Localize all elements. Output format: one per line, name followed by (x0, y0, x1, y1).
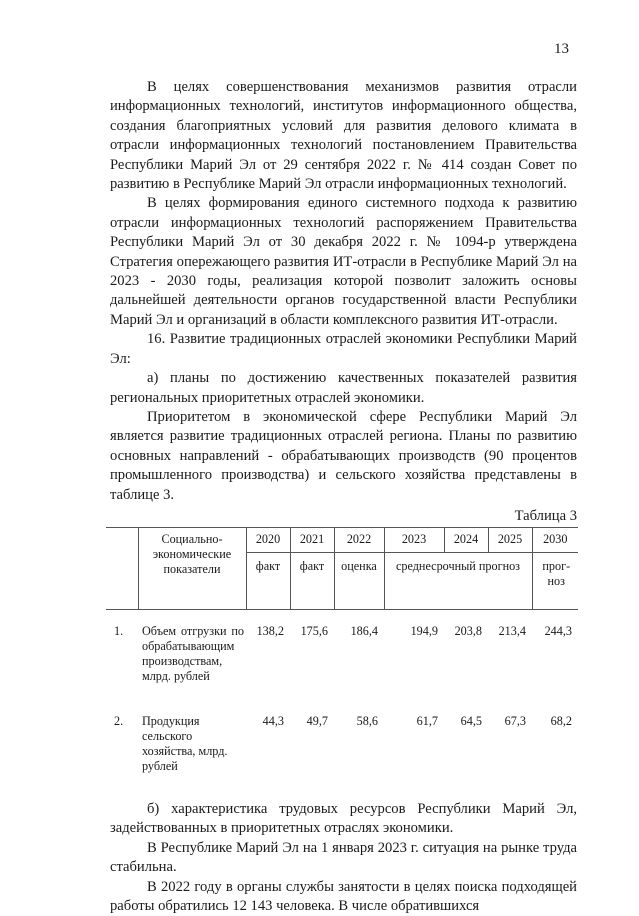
table-header-type-2030: прог-ноз (532, 552, 578, 609)
cell-value: 175,6 (300, 623, 328, 638)
table-header-year-2025: 2025 (488, 527, 532, 552)
cell-value: 186,4 (350, 623, 378, 638)
cell-value: 194,9 (410, 623, 438, 638)
table-header-year-2030: 2030 (532, 527, 578, 552)
table-header-number (106, 527, 138, 609)
document-body (110, 78, 577, 916)
paragraph-priority: Приоритетом в экономической сфере Республики Марий Эл является развитие традиционных отраслей региона. Планы по развитию основных направлений - обрабатывающих производств (90 процентов промышленного производства) и сельского хозяйства представлены в таблице 3. (110, 408, 577, 503)
table-header-type-midterm: среднесрочный прогноз (384, 552, 532, 609)
paragraph-employment-service: В 2022 году в органы службы занятости в целях поиска подходящей работы обратились 12 143 человека. В числе обратившихся (110, 878, 577, 914)
cell-value: 68,2 (550, 713, 572, 728)
cell-value: 213,4 (498, 623, 526, 638)
cell-value: 244,3 (544, 623, 572, 638)
table-header-type-2022: оценка (334, 552, 384, 609)
table-caption: Таблица 3 (514, 507, 577, 524)
cell-value: 203,8 (454, 623, 482, 638)
row-indicator: Объем отгрузки по обрабатывающим производствам, млрд. рублей (142, 623, 244, 683)
cell-value: 61,7 (416, 713, 438, 728)
paragraph-labor-market: В Республике Марий Эл на 1 января 2023 г. ситуация на рынке труда стабильна. (110, 839, 577, 876)
row-number: 1. (114, 623, 124, 638)
table-row (106, 696, 578, 776)
section-heading-16: 16. Развитие традиционных отраслей экономики Республики Марий Эл: (110, 331, 577, 367)
table-header-type-2020: факт (246, 552, 290, 609)
paragraph-it-council: В целях совершенствования механизмов развития отрасли информационных технологий, институтов информационного общества, создания благоприятных условий для развития делового климата в отрасли информационных технологий постановлением Правительства Республики Марий Эл от 29 сентября 2022 г. № 414 создан Совет по развитию в Республике Марий Эл отрасли информационных технологий. (110, 79, 577, 193)
cell-value: 138,2 (256, 623, 284, 638)
row-number: 2. (114, 713, 124, 728)
table-row (106, 609, 578, 696)
paragraph-plans-a: а) планы по достижению качественных показателей развития региональных приоритетных отраслей экономики. (110, 370, 577, 406)
cell-value: 49,7 (306, 713, 328, 728)
page-number: 13 (554, 41, 569, 57)
cell-value: 44,3 (262, 713, 284, 728)
cell-value: 64,5 (460, 713, 482, 728)
paragraph-it-strategy: В целях формирования единого системного подхода к развитию отрасли информационных технологий распоряжением Правительства Республики Марий Эл от 30 декабря 2022 г. № 1094-р утверждена Стратегия опережающего развития ИТ-отрасли в Республике Марий Эл на 2023 - 2030 годы, реализация которой позволит заложить основы дальнейшей деятельности органов государственной власти Республики Марий Эл и организаций в области комплексного развития ИТ-отрасли. (110, 195, 577, 328)
table-header-indicator: Социально-экономические показатели (138, 527, 246, 609)
table-header-year-2022: 2022 (334, 527, 384, 552)
row-indicator: Продукция сельского хозяйства, млрд. рублей (142, 713, 228, 773)
table-header-type-2021: факт (290, 552, 334, 609)
table-header-year-2021: 2021 (290, 527, 334, 552)
table-header-year-2020: 2020 (246, 527, 290, 552)
cell-value: 58,6 (356, 713, 378, 728)
cell-value: 67,3 (504, 713, 526, 728)
table-header-year-2024: 2024 (444, 527, 488, 552)
table-3 (106, 527, 578, 776)
paragraph-labor-b: б) характеристика трудовых ресурсов Республики Марий Эл, задействованных в приоритетных отраслях экономики. (110, 800, 577, 837)
table-header-year-2023: 2023 (384, 527, 444, 552)
